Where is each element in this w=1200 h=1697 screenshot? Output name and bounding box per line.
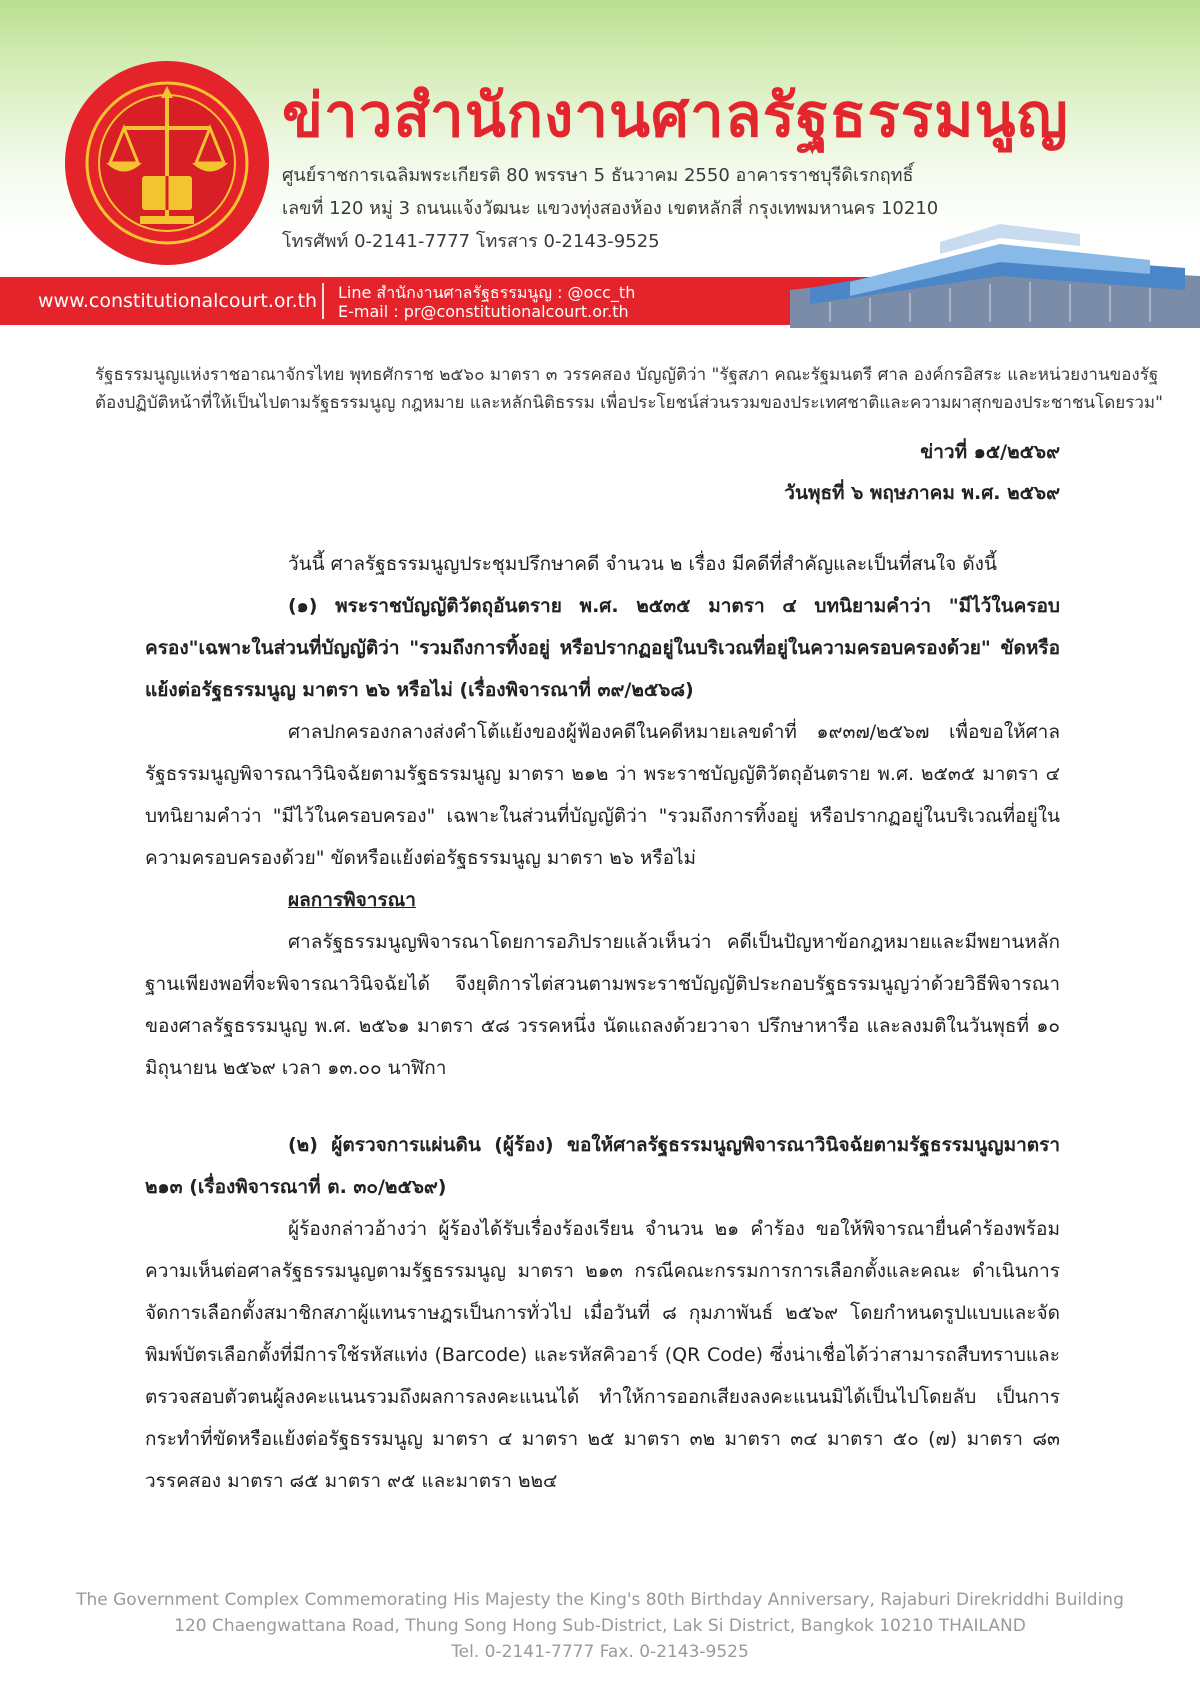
footer-line-1: The Government Complex Commemorating His Majesty the King's 80th Birthday Anniversary, Rajaburi Direkriddhi Building xyxy=(76,1590,1124,1610)
news-number: ข่าวที่ ๑๕/๒๕๖๙ xyxy=(920,441,1060,463)
address-line-2: เลขที่ 120 หมู่ 3 ถนนแจ้งวัฒนะ แขวงทุ่งสองห้อง เขตหลักสี่ กรุงเทพมหานคร 10210 xyxy=(282,198,939,219)
constitution-quote-line-2: ต้องปฏิบัติหน้าที่ให้เป็นไปตามรัฐธรรมนูญ กฎหมาย และหลักนิติธรรม เพื่อประโยชน์ส่วนรวมของประเทศชาติและความผาสุกของประชาชนโดยรวม" xyxy=(95,393,1163,413)
case-1-heading: (๑) พระราชบัญญัติวัตถุอันตราย พ.ศ. ๒๕๓๕ มาตรา ๔ บทนิยามคำว่า "มีไว้ในครอบครอง"เฉพาะในส่วนที่บัญญัติว่า "รวมถึงการทิ้งอยู่ หรือปรากฏอยู่ในบริเวณที่อยู่ในความครอบครองด้วย" ขัดหรือแย้งต่อรัฐธรรมนูญ มาตรา ๒๖ หรือไม่ (เรื่องพิจารณาที่ ๓๙/๒๕๖๘) xyxy=(145,595,1060,701)
divider xyxy=(322,283,324,319)
news-body xyxy=(145,543,1060,1089)
news-date: วันพุธที่ ๖ พฤษภาคม พ.ศ. ๒๕๖๙ xyxy=(784,482,1060,504)
phone-fax-line: โทรศัพท์ 0-2141-7777 โทรสาร 0-2143-9525 xyxy=(282,231,660,252)
constitutional-court-seal-icon xyxy=(62,58,272,268)
opening-paragraph: วันนี้ ศาลรัฐธรรมนูญประชุมปรึกษาคดี จำนวน ๒ เรื่อง มีคดีที่สำคัญและเป็นที่สนใจ ดังนี้ xyxy=(288,553,997,575)
case-1-paragraph: ศาลปกครองกลางส่งคำโต้แย้งของผู้ฟ้องคดีในคดีหมายเลขดำที่ ๑๙๓๗/๒๕๖๗ เพื่อขอให้ศาลรัฐธรรมนูญพิจารณาวินิจฉัยตามรัฐธรรมนูญ มาตรา ๒๑๒ ว่า พระราชบัญญัติวัตถุอันตราย พ.ศ. ๒๕๓๕ มาตรา ๔ บทนิยามคำว่า "มีไว้ในครอบครอง" เฉพาะในส่วนที่บัญญัติว่า "รวมถึงการทิ้งอยู่ หรือปรากฏอยู่ในบริเวณที่อยู่ในความครอบครองด้วย" ขัดหรือแย้งต่อรัฐธรรมนูญ มาตรา ๒๖ หรือไม่ xyxy=(145,721,1060,869)
case-2-paragraph: ผู้ร้องกล่าวอ้างว่า ผู้ร้องได้รับเรื่องร้องเรียน จำนวน ๒๑ คำร้อง ขอให้พิจารณายื่นคำร้องพร้อมความเห็นต่อศาลรัฐธรรมนูญตามรัฐธรรมนูญ มาตรา ๒๑๓ กรณีคณะกรรมการการเลือกตั้งและคณะ ดำเนินการจัดการเลือกตั้งสมาชิกสภาผู้แทนราษฎรเป็นการทั่วไป เมื่อวันที่ ๘ กุมภาพันธ์ ๒๕๖๙ โดยกำหนดรูปแบบและจัดพิมพ์บัตรเลือกตั้งที่มีการใช้รหัสแท่ง (Barcode) และรหัสคิวอาร์ (QR Code) ซึ่งน่าเชื่อได้ว่าสามารถสืบทราบและตรวจสอบตัวตนผู้ลงคะแนนรวมถึงผลการลงคะแนนได้ ทำให้การออกเสียงลงคะแนนมิได้เป็นไปโดยลับ เป็นการกระทำที่ขัดหรือแย้งต่อรัฐธรรมนูญ มาตรา ๔ มาตรา ๒๕ มาตรา ๓๒ มาตรา ๓๔ มาตรา ๕๐ (๗) มาตรา ๘๓ วรรคสอง มาตรา ๘๕ มาตรา ๙๕ และมาตรา ๒๒๔ xyxy=(145,1218,1060,1492)
footer-line-2: 120 Chaengwattana Road, Thung Song Hong Sub-District, Lak Si District, Bangkok 10210 THAILAND xyxy=(174,1616,1026,1636)
constitution-quote-line-1: รัฐธรรมนูญแห่งราชอาณาจักรไทย พุทธศักราช ๒๕๖๐ มาตรา ๓ วรรคสอง บัญญัติว่า "รัฐสภา คณะรัฐมนตรี ศาล องค์กรอิสระ และหน่วยงานของรัฐ xyxy=(95,365,1159,385)
result-paragraph: ศาลรัฐธรรมนูญพิจารณาโดยการอภิปรายแล้วเห็นว่า คดีเป็นปัญหาข้อกฎหมายและมีพยานหลักฐานเพียงพอที่จะพิจารณาวินิจฉัยได้ จึงยุติการไต่สวนตามพระราชบัญญัติประกอบรัฐธรรมนูญว่าด้วยวิธีพิจารณาของศาลรัฐธรรมนูญ พ.ศ. ๒๕๖๑ มาตรา ๕๘ วรรคหนึ่ง นัดแถลงด้วยวาจา ปรึกษาหารือ และลงมติในวันพุธที่ ๑๐ มิถุนายน ๒๕๖๙ เวลา ๑๓.๐๐ นาฬิกา xyxy=(145,931,1060,1079)
result-heading: ผลการพิจารณา xyxy=(288,889,416,911)
footer-line-3: Tel. 0-2141-7777 Fax. 0-2143-9525 xyxy=(451,1642,749,1662)
line-contact: Line สำนักงานศาลรัฐธรรมนูญ : @occ_th xyxy=(338,283,636,302)
address-line-1: ศูนย์ราชการเฉลิมพระเกียรติ 80 พรรษา 5 ธันวาคม 2550 อาคารราชบุรีดิเรกฤทธิ์ xyxy=(282,165,914,186)
email-contact[interactable]: E-mail : pr@constitutionalcourt.or.th xyxy=(338,302,629,321)
case-2-heading: (๒) ผู้ตรวจการแผ่นดิน (ผู้ร้อง) ขอให้ศาลรัฐธรรมนูญพิจารณาวินิจฉัยตามรัฐธรรมนูญมาตรา ๒๑๓ (เรื่องพิจารณาที่ ต. ๓๐/๒๕๖๙) xyxy=(145,1134,1060,1198)
website-link[interactable]: www.constitutionalcourt.or.th xyxy=(38,290,318,312)
court-building-icon xyxy=(790,218,1200,328)
letterhead xyxy=(0,0,1200,330)
news-body-case-2 xyxy=(145,1124,1060,1502)
brand-title: ข่าวสำนักงานศาลรัฐธรรมนูญ xyxy=(282,81,1069,151)
